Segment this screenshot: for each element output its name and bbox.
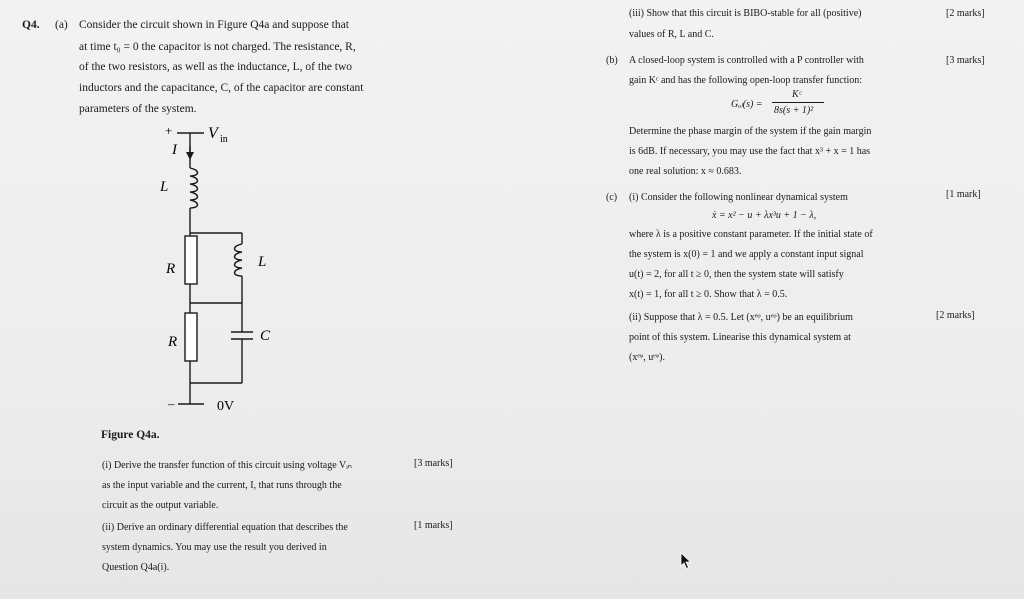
inductor-1-label: L [160,179,169,195]
part-c-label: (c) [606,192,618,203]
resistor-2-label: R [168,334,178,350]
q-i-marks: [3 marks] [414,458,453,469]
q-iii-line-2: values of R, L and C. [629,29,714,40]
current-arrow-head [186,152,194,160]
inductor-2-label: L [258,254,267,270]
c-ii-marks: [2 marks] [936,310,975,321]
intro-line-2: at time t₀ = 0 the capacitor is not charged. The resistance, R, [79,41,356,53]
transfer-function-lhs: Gₒₗ(s) = [731,99,763,110]
plus-terminal: + [165,123,173,138]
c-i2-line-1: where λ is a positive constant parameter. If the initial state of [629,229,873,240]
vin-subscript: in [220,134,228,145]
q-i-line-1: (i) Derive the transfer function of this circuit using voltage Vᵢₙ [102,460,352,471]
q-ii-line-2: system dynamics. You may use the result you derived in [102,542,327,553]
c-i2-line-3: u(t) = 2, for all t ≥ 0, then the system state will satisfy [629,269,844,280]
intro-line-1: Consider the circuit shown in Figure Q4a and suppose that [79,19,349,31]
c-i2-line-2: the system is x(0) = 1 and we apply a constant input signal [629,249,864,260]
q-i-line-2: as the input variable and the current, I, that runs through the [102,480,342,491]
b2-line-1: Determine the phase margin of the system if the gain margin [629,126,872,137]
capacitor-label: C [260,328,271,344]
c-ii-line-2: point of this system. Linearise this dynamical system at [629,332,851,343]
resistor-1-label: R [166,261,176,277]
intro-line-4: inductors and the capacitance, C, of the capacitor are constant [79,82,364,94]
question-number: Q4. [22,19,40,31]
q-i-line-3: circuit as the output variable. [102,500,219,511]
q-iii-line-1: (iii) Show that this circuit is BIBO-stable for all (positive) [629,8,862,19]
figure-caption: Figure Q4a. [101,429,160,441]
nonlinear-equation: ẋ = x² − u + λx³u + 1 − λ, [712,210,817,221]
part-a-label: (a) [55,19,68,31]
c-ii-line-3: (xᵉᵠ, uᵉᵠ). [629,352,665,363]
c-i2-line-4: x(t) = 1, for all t ≥ 0. Show that λ = 0.5. [629,289,788,300]
q-iii-marks: [2 marks] [946,8,985,19]
intro-line-5: parameters of the system. [79,103,197,115]
c-i-line-1: (i) Consider the following nonlinear dynamical system [629,192,848,203]
ground-label: 0V [217,399,235,414]
b2-line-2: is 6dB. If necessary, you may use the fact that x³ + x = 1 has [629,146,871,157]
vin-label: V [208,125,218,142]
q-ii-line-1: (ii) Derive an ordinary differential equation that describes the [102,522,348,533]
intro-line-3: of the two resistors, as well as the inductance, L, of the two [79,61,353,73]
b-marks: [3 marks] [946,55,985,66]
fraction-bar [772,102,824,103]
current-label: I [172,142,177,158]
minus-terminal: – [168,396,175,411]
mouse-pointer-icon [680,552,692,570]
c-ii-line-1: (ii) Suppose that λ = 0.5. Let (xᵉᵠ, uᵉᵠ) be an equilibrium [629,312,853,323]
c-i-marks: [1 mark] [946,189,981,200]
transfer-function-numerator: Kᶜ [792,89,802,100]
part-b-label: (b) [606,55,618,66]
b-line-2: gain Kᶜ and has the following open-loop transfer function: [629,75,863,86]
q-ii-marks: [1 marks] [414,520,453,531]
transfer-function-denominator: 8s(s + 1)² [774,105,814,116]
b-line-1: A closed-loop system is controlled with a P controller with [629,55,864,66]
b2-line-3: one real solution: x ≈ 0.683. [629,166,742,177]
circuit-diagram [140,118,300,418]
q-ii-line-3: Question Q4a(i). [102,562,170,573]
